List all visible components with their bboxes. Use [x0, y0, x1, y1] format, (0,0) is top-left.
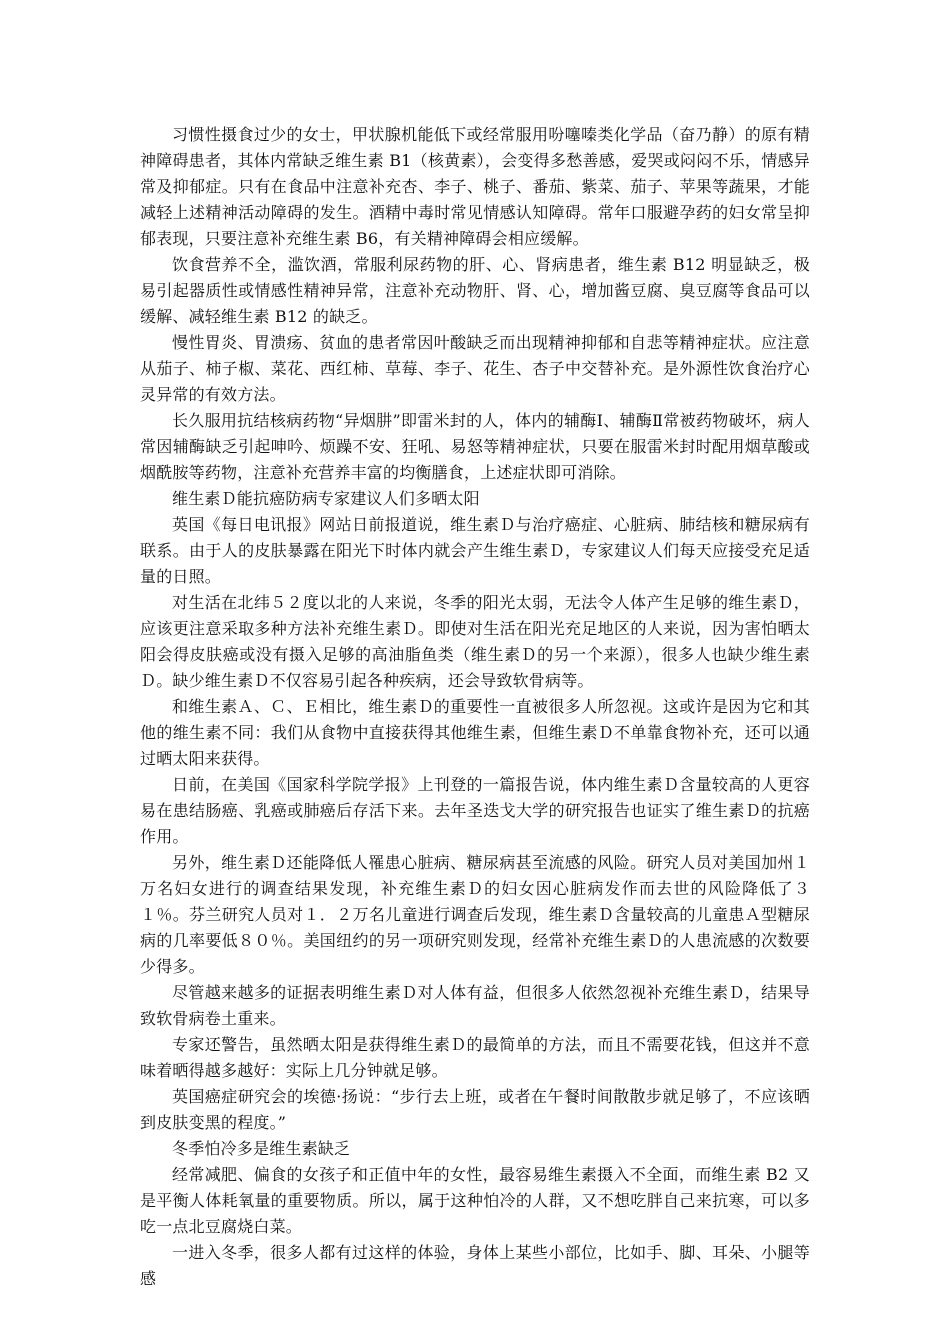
paragraph-latitude: 对生活在北纬５２度以北的人来说，冬季的阳光太弱，无法令人体产生足够的维生素Ｄ，应该更注意采取多种方法补充维生素Ｄ。即使对生活在阳光充足地区的人来说，因为害怕晒太阳会得皮肤癌或没有摄入足够的高油脂鱼类（维生素Ｄ的另一个来源），很多人也缺少维生素Ｄ。缺少维生素Ｄ不仅容易引起各种疾病，还会导致软骨病等。 [140, 593, 810, 690]
paragraph-expert-warning: 专家还警告，虽然晒太阳是获得维生素Ｄ的最简单的方法，而且不需要花钱，但这并不意味着晒得越多越好：实际上几分钟就足够。 [140, 1035, 810, 1080]
paragraph-isoniazid: 长久服用抗结核病药物“异烟肼”即雷米封的人，体内的辅酶Ⅰ、辅酶Ⅱ常被药物破坏，病人常因辅酶缺乏引起呻吟、烦躁不安、狂吼、易怒等精神症状，只要在服雷米封时配用烟草酸或烟酰胺等药物，注意补充营养丰富的均衡膳食，上述症状即可消除。 [140, 411, 810, 482]
paragraph-winter-experience: 一进入冬季，很多人都有过这样的体验，身体上某些小部位，比如手、脚、耳朵、小腿等感 [140, 1243, 810, 1288]
paragraph-vitamin-comparison: 和维生素Ａ、Ｃ、Ｅ相比，维生素Ｄ的重要性一直被很多人所忽视。这或许是因为它和其他的维生素不同：我们从食物中直接获得其他维生素，但维生素Ｄ不单靠食物补充，还可以通过晒太阳来获得。 [140, 697, 810, 768]
paragraph-b1-deficiency: 习惯性摄食过少的女士，甲状腺机能低下或经常服用吩噻嗪类化学品（奋乃静）的原有精神障碍患者，其体内常缺乏维生素 B1（核黄素），会变得多愁善感，爱哭或闷闷不乐，情感异常及抑郁症。只有在食品中注意补充杏、李子、桃子、番茄、紫菜、茄子、苹果等蔬果，才能减轻上述精神活动障碍的发生。酒精中毒时常见情感认知障碍。常年口服避孕药的妇女常呈抑郁表现，只要注意补充维生素 B6，有关精神障碍会相应缓解。 [140, 125, 810, 248]
paragraph-telegraph-report: 英国《每日电讯报》网站日前报道说，维生素Ｄ与治疗癌症、心脏病、肺结核和糖尿病有联系。由于人的皮肤暴露在阳光下时体内就会产生维生素Ｄ，专家建议人们每天应接受充足适量的日照。 [140, 515, 810, 586]
paragraph-risk-reduction: 另外，维生素Ｄ还能降低人罹患心脏病、糖尿病甚至流感的风险。研究人员对美国加州１万名妇女进行的调查结果发现，补充维生素Ｄ的妇女因心脏病发作而去世的风险降低了３１％。芬兰研究人员对１．２万名儿童进行调查后发现，维生素Ｄ含量较高的儿童患Ａ型糖尿病的几率要低８０％。美国纽约的另一项研究则发现，经常补充维生素Ｄ的人患流感的次数要少得多。 [140, 853, 810, 976]
paragraph-folic-acid: 慢性胃炎、胃溃疡、贫血的患者常因叶酸缺乏而出现精神抑郁和自悲等精神症状。应注意从茄子、柿子椒、菜花、西红柿、草莓、李子、花生、杏子中交替补充。是外源性饮食治疗心灵异常的有效方法。 [140, 333, 810, 404]
paragraph-anticancer-study: 日前，在美国《国家科学院学报》上刊登的一篇报告说，体内维生素Ｄ含量较高的人更容易在患结肠癌、乳癌或肺癌后存活下来。去年圣迭戈大学的研究报告也证实了维生素Ｄ的抗癌作用。 [140, 775, 810, 846]
section-heading-winter-cold: 冬季怕冷多是维生素缺乏 [172, 1139, 351, 1158]
paragraph-quote: 英国癌症研究会的埃德·扬说：“步行去上班，或者在午餐时间散散步就足够了，不应该晒到皮肤变黑的程度。” [140, 1087, 810, 1132]
section-heading-vitamin-d: 维生素Ｄ能抗癌防病专家建议人们多晒太阳 [172, 489, 480, 508]
paragraph-b12-deficiency: 饮食营养不全，滥饮酒，常服利尿药物的肝、心、肾病患者，维生素 B12 明显缺乏，极易引起器质性或情感性精神异常，注意补充动物肝、肾、心，增加酱豆腐、臭豆腐等食品可以缓解、减轻维生素 B12 的缺乏。 [140, 255, 810, 326]
paragraph-b2-women: 经常减肥、偏食的女孩子和正值中年的女性，最容易维生素摄入不全面，而维生素 B2 又是平衡人体耗氧量的重要物质。所以，属于这种怕冷的人群，又不想吃胖自己来抗寒，可以多吃一点北豆腐烧白菜。 [140, 1165, 810, 1236]
paragraph-rickets: 尽管越来越多的证据表明维生素Ｄ对人体有益，但很多人依然忽视补充维生素Ｄ，结果导致软骨病卷土重来。 [140, 983, 810, 1028]
document-body [140, 122, 810, 1292]
